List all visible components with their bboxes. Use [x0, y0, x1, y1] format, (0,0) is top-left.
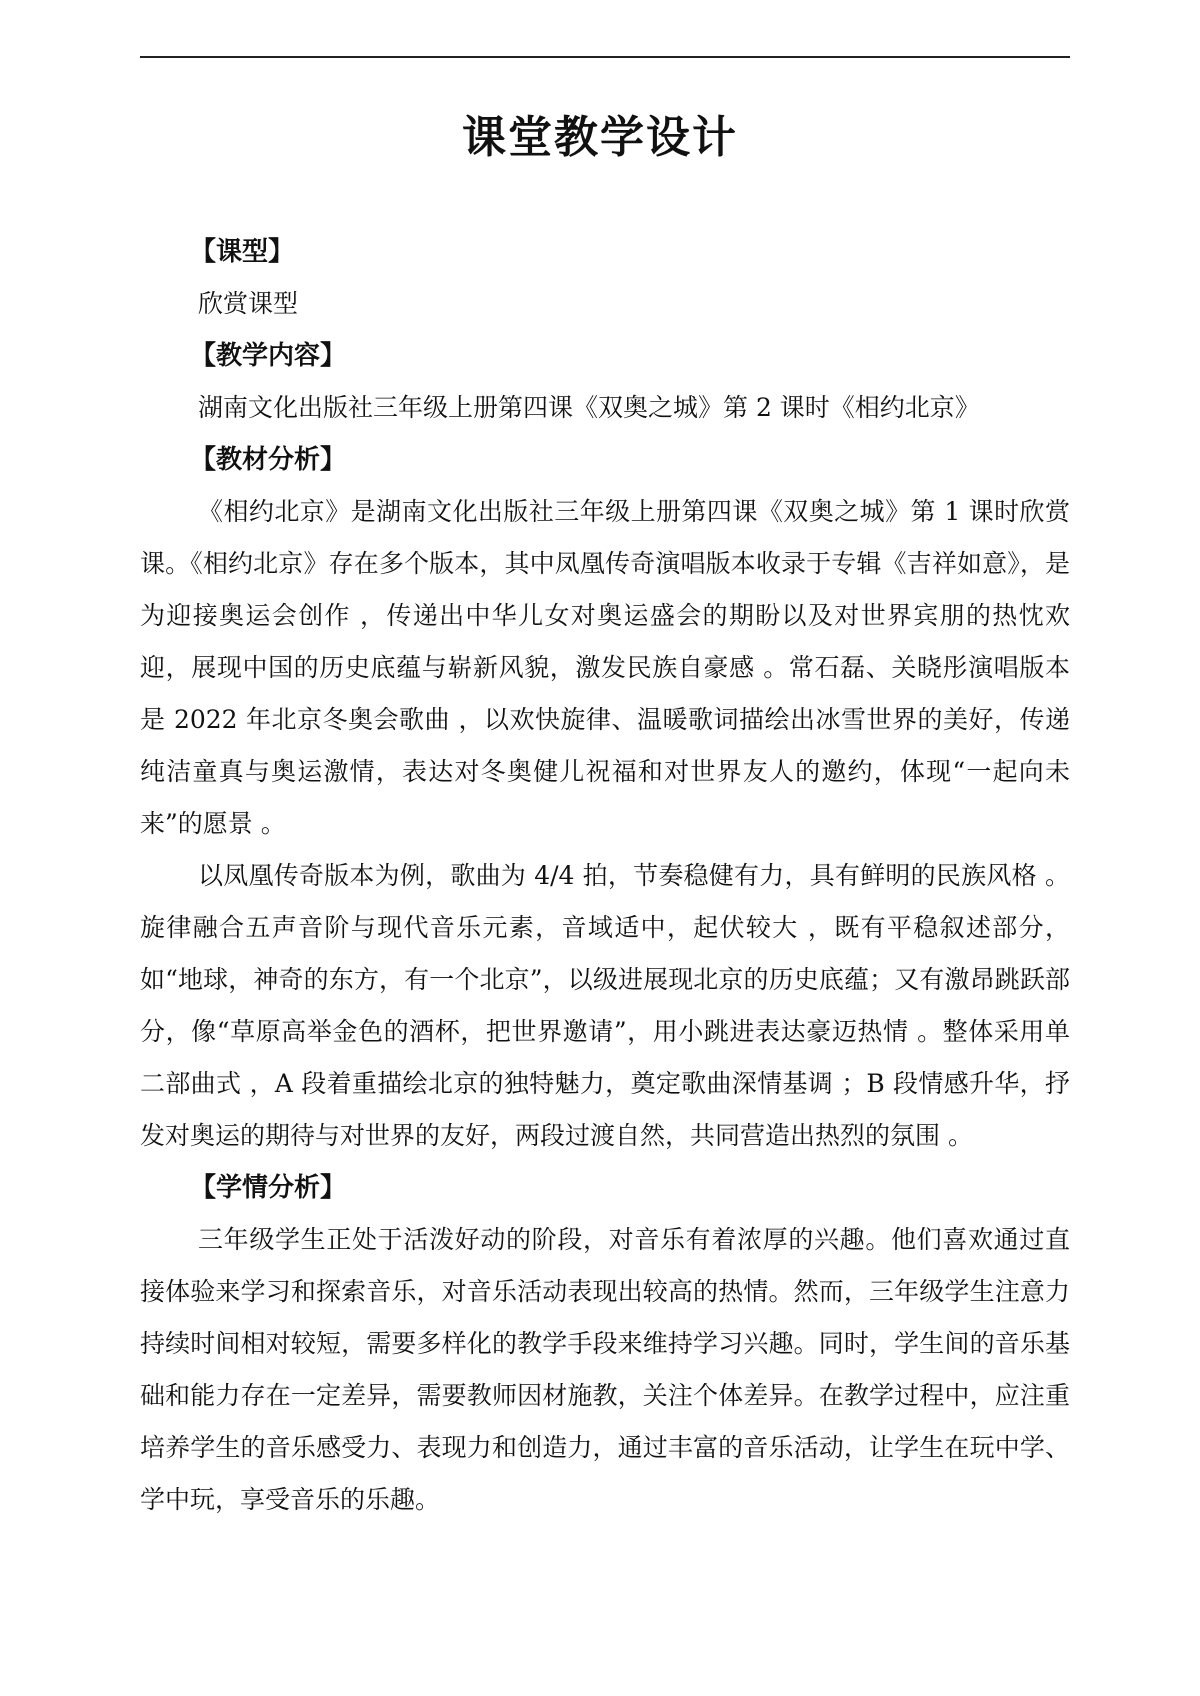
- lesson-type-text: 欣赏课型: [198, 289, 299, 318]
- teaching-content-heading: 【教学内容】: [190, 341, 347, 371]
- header-rule: [140, 56, 1070, 58]
- student-analysis-paragraph: 三年级学生正处于活泼好动的阶段，对音乐有着浓厚的兴趣。他们喜欢通过直接体验来学习和探索音乐，对音乐活动表现出较高的热情。然而，三年级学生注意力持续时间相对较短，需要多样化的教学手段来维持学习兴趣。同时，学生间的音乐基础和能力存在一定差异，需要教师因材施教，关注个体差异。在教学过程中，应注重培养学生的音乐感受力、表现力和创造力，通过丰富的音乐活动，让学生在玩中学、学中玩，享受音乐的乐趣。: [140, 1225, 1070, 1514]
- material-analysis-paragraph-2: 以凤凰传奇版本为例，歌曲为 4/4 拍，节奏稳健有力，具有鲜明的民族风格 。旋律融合五声音阶与现代音乐元素，音域适中，起伏较大 ，既有平稳叙述部分，如“地球，神奇的东方，有一个北京”，以级进展现北京的历史底蕴；又有激昂跳跃部分，像“草原高举金色的酒杯，把世界邀请”，用小跳进表达豪迈热情 。整体采用单二部曲式 ，A 段着重描绘北京的独特魅力，奠定歌曲深情基调 ；B 段情感升华，抒发对奥运的期待与对世界的友好，两段过渡自然，共同营造出热烈的氛围 。: [140, 861, 1070, 1150]
- material-analysis-paragraph-1: 《相约北京》是湖南文化出版社三年级上册第四课《双奥之城》第 1 课时欣赏课。《相约北京》存在多个版本，其中凤凰传奇演唱版本收录于专辑《吉祥如意》，是为迎接奥运会创作 ，传递出中华儿女对奥运盛会的期盼以及对世界宾朋的热忱欢迎，展现中国的历史底蕴与崭新风貌，激发民族自豪感 。常石磊、关晓彤演唱版本是 2022 年北京冬奥会歌曲 ，以欢快旋律、温暖歌词描绘出冰雪世界的美好，传递纯洁童真与奥运激情，表达对冬奥健儿祝福和对世界友人的邀约，体现“一起向未来”的愿景 。: [140, 497, 1070, 838]
- document-body: [140, 226, 1070, 1526]
- teaching-content-text: 湖南文化出版社三年级上册第四课《双奥之城》第 2 课时《相约北京》: [198, 393, 980, 422]
- material-analysis-heading: 【教材分析】: [190, 445, 347, 475]
- page-title: 课堂教学设计: [462, 112, 738, 163]
- lesson-type-heading: 【课型】: [190, 237, 295, 267]
- student-analysis-heading: 【学情分析】: [190, 1173, 347, 1203]
